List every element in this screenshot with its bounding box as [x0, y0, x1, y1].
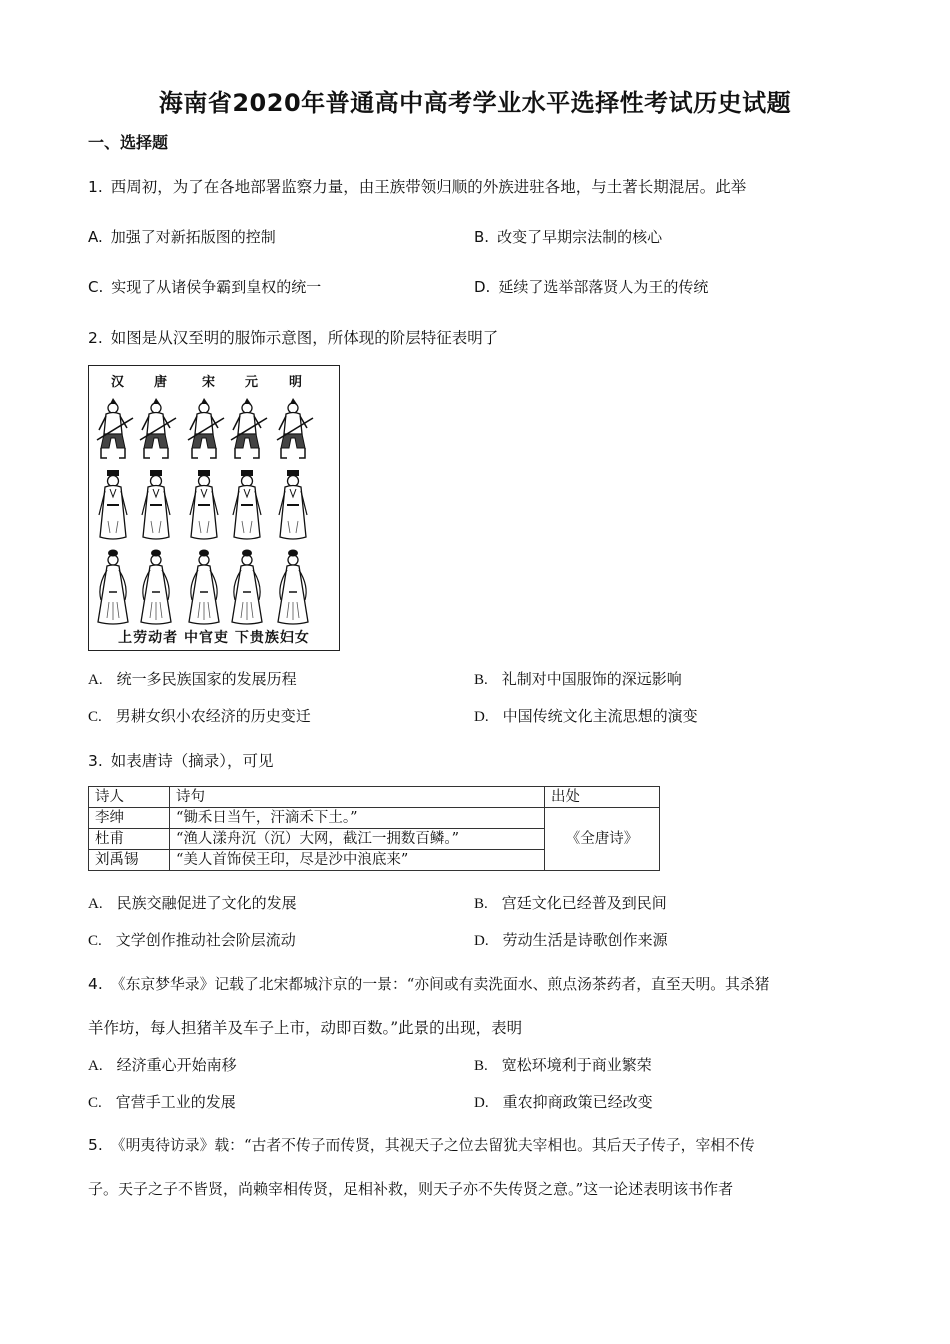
section-heading: 一、选择题: [88, 133, 169, 152]
question-text: 《东京梦华录》记载了北宋都城汴京的一景：“亦间或有卖洗面水、煎点汤茶药者，直至天明。其杀猪: [110, 976, 770, 993]
question-number: 5.: [88, 1136, 103, 1154]
option-4d: D. 重农抑商政策已经改变: [474, 1093, 653, 1111]
option-1b: B. 改变了早期宗法制的核心: [474, 228, 663, 246]
option-4a: A. 经济重心开始南移: [88, 1056, 237, 1074]
costume-figure: [88, 365, 340, 651]
table-row: [89, 808, 660, 829]
table-header: 诗句: [170, 787, 545, 808]
question-3: [88, 749, 274, 771]
question-4-continued: 羊作坊，每人担猪羊及车子上市，动即百数。”此景的出现，表明: [88, 1019, 523, 1037]
option-3b: B. 宫廷文化已经普及到民间: [474, 894, 667, 912]
dynasty-label: 唐: [154, 375, 168, 390]
option-2d: D. 中国传统文化主流思想的演变: [474, 707, 698, 725]
question-5: [88, 1134, 755, 1155]
option-1d: D. 延续了选举部落贤人为王的传统: [474, 278, 709, 296]
question-text: 如表唐诗（摘录），可见: [110, 752, 274, 770]
question-number: 1.: [88, 178, 103, 196]
option-2c: C. 男耕女织小农经济的历史变迁: [88, 707, 311, 725]
question-number: 2.: [88, 329, 103, 347]
question-text: 西周初，为了在各地部署监察力量，由王族带领归顺的外族进驻各地，与土著长期混居。此举: [110, 178, 747, 196]
question-5-continued: 子。天子之子不皆贤，尚赖宰相传贤，足相补救，则天子亦不失传贤之意。”这一论述表明该书作者: [88, 1180, 734, 1198]
option-1a: A. 加强了对新拓版图的控制: [88, 228, 276, 246]
poem-table: [88, 786, 660, 871]
poet-cell: 刘禹锡: [89, 850, 170, 871]
question-1: [88, 175, 746, 197]
dynasty-label: 汉: [111, 375, 125, 390]
option-4c: C. 官营手工业的发展: [88, 1093, 236, 1111]
question-text: 《明夷待访录》载：“古者不传子而传贤，其视天子之位去留犹夫宰相也。其后天子传子，宰相不传: [110, 1137, 755, 1154]
option-3a: A. 民族交融促进了文化的发展: [88, 894, 297, 912]
verse-cell: “锄禾日当午，汗滴禾下土。”: [170, 808, 545, 829]
figure-caption: 上劳动者 中官吏 下贵族妇女: [118, 630, 310, 646]
dynasty-label: 元: [245, 375, 259, 390]
question-2: [88, 326, 498, 348]
table-header: 出处: [545, 787, 660, 808]
poet-cell: 李绅: [89, 808, 170, 829]
option-3c: C. 文学创作推动社会阶层流动: [88, 931, 296, 949]
question-text: 如图是从汉至明的服饰示意图，所体现的阶层特征表明了: [110, 329, 499, 347]
option-1c: C. 实现了从诸侯争霸到皇权的统一: [88, 278, 322, 296]
table-header: 诗人: [89, 787, 170, 808]
option-2b: B. 礼制对中国服饰的深远影响: [474, 670, 682, 688]
question-4: [88, 973, 769, 994]
verse-cell: “渔人漾舟沉（沉）大网，截江一拥数百鳞。”: [170, 829, 545, 850]
page-title: 海南省2020年普通高中高考学业水平选择性考试历史试题: [158, 89, 792, 117]
option-4b: B. 宽松环境利于商业繁荣: [474, 1056, 652, 1074]
poet-cell: 杜甫: [89, 829, 170, 850]
source-cell: 《全唐诗》: [545, 808, 660, 871]
option-3d: D. 劳动生活是诗歌创作来源: [474, 931, 668, 949]
option-2a: A. 统一多民族国家的发展历程: [88, 670, 297, 688]
table-header-row: [89, 787, 660, 808]
verse-cell: “美人首饰侯王印，尽是沙中浪底来”: [170, 850, 545, 871]
question-number: 3.: [88, 752, 103, 770]
question-number: 4.: [88, 975, 103, 993]
dynasty-label: 宋: [202, 375, 216, 390]
dynasty-label: 明: [289, 375, 303, 390]
costume-illustration: [89, 388, 339, 628]
